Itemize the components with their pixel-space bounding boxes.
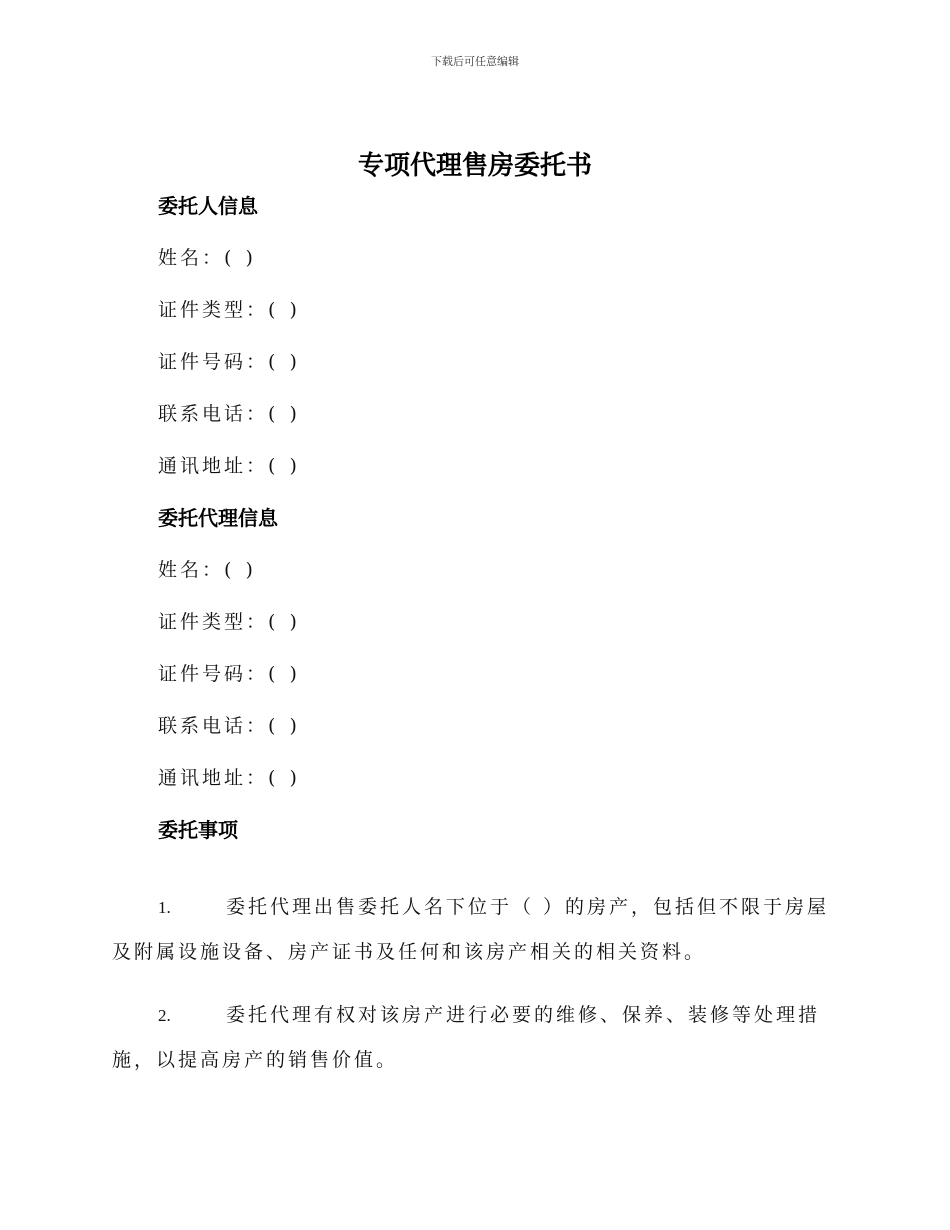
- matter-item-1: [112, 885, 838, 974]
- item-number: 2.: [158, 1006, 171, 1025]
- page-header-note: 下载后可任意编辑: [431, 55, 519, 68]
- item-text: 委托代理有权对该房产进行必要的维修、保养、装修等处理措施，以提高房产的销售价值。: [112, 1004, 821, 1071]
- field-label: 证件号码：: [158, 351, 269, 373]
- principal-section: [0, 190, 950, 502]
- field-value: ( ): [268, 715, 301, 737]
- field-label: 姓名：: [158, 559, 225, 581]
- field-value: ( ): [268, 611, 301, 633]
- document-title: 专项代理售房委托书: [357, 151, 592, 181]
- item-text: 委托代理出售委托人名下位于（ ）的房产，包括但不限于房屋及附属设施设备、房产证书及任何和该房产相关的相关资料。: [112, 896, 830, 963]
- matter-item-2: [112, 993, 838, 1082]
- field-label: 证件号码：: [158, 663, 269, 685]
- agent-id-number-row: [0, 658, 950, 710]
- field-label: 联系电话：: [158, 403, 269, 425]
- field-label: 证件类型：: [158, 611, 269, 633]
- agent-name-row: [0, 554, 950, 606]
- matters-section: [0, 814, 950, 1082]
- field-label: 联系电话：: [158, 715, 269, 737]
- field-label: 姓名：: [158, 247, 225, 269]
- field-label: 通讯地址：: [158, 455, 269, 477]
- matters-heading: 委托事项: [158, 818, 238, 842]
- agent-id-type-row: [0, 606, 950, 658]
- field-value: ( ): [268, 351, 301, 373]
- field-value: ( ): [224, 247, 257, 269]
- field-value: ( ): [268, 299, 301, 321]
- field-value: ( ): [268, 403, 301, 425]
- field-value: ( ): [268, 767, 301, 789]
- field-label: 通讯地址：: [158, 767, 269, 789]
- principal-heading: 委托人信息: [158, 194, 258, 218]
- agent-address-row: [0, 762, 950, 814]
- principal-phone-row: [0, 398, 950, 450]
- item-number: 1.: [158, 898, 171, 917]
- field-value: ( ): [268, 663, 301, 685]
- field-value: ( ): [224, 559, 257, 581]
- agent-phone-row: [0, 710, 950, 762]
- principal-address-row: [0, 450, 950, 502]
- agent-section: [0, 502, 950, 814]
- document-body: [0, 190, 950, 1092]
- agent-heading: 委托代理信息: [158, 506, 278, 530]
- field-value: ( ): [268, 455, 301, 477]
- principal-id-number-row: [0, 346, 950, 398]
- principal-name-row: [0, 242, 950, 294]
- field-label: 证件类型：: [158, 299, 269, 321]
- principal-id-type-row: [0, 294, 950, 346]
